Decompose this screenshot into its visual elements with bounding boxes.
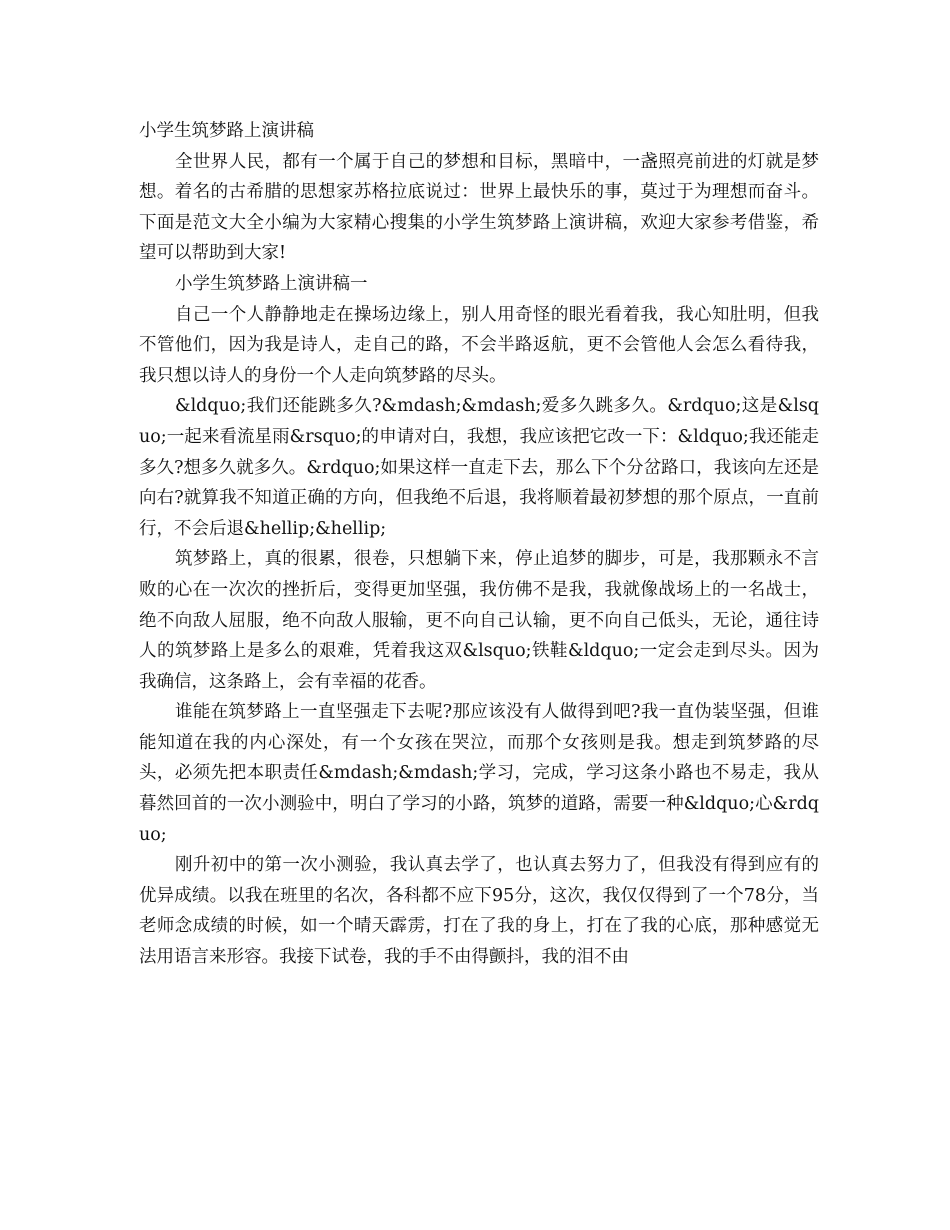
- body-paragraph-1: 自己一个人静静地走在操场边缘上，别人用奇怪的眼光看着我，我心知肚明，但我不管他们，因为我是诗人，走自己的路，不会半路返航，更不会管他人会怎么看待我，我只想以诗人的身份一个人走向筑梦路的尽头。: [139, 304, 819, 386]
- document-body: [139, 116, 819, 973]
- document-title: 小学生筑梦路上演讲稿: [139, 121, 314, 141]
- body-paragraph-3: 筑梦路上，真的很累，很卷，只想躺下来，停止追梦的脚步，可是，我那颗永不言败的心在一次次的挫折后，变得更加坚强，我仿佛不是我，我就像战场上的一名战士，绝不向敌人屈服，绝不向敌人服输，更不向自己认输，更不向自己低头，无论，通往诗人的筑梦路上是多么的艰难，凭着我这双&lsquo;铁鞋&ldquo;一定会走到尽头。因为我确信，这条路上，会有幸福的花香。: [139, 549, 819, 692]
- body-paragraph-5: 刚升初中的第一次小测验，我认真去学了，也认真去努力了，但我没有得到应有的优异成绩。以我在班里的名次，各科都不应下95分，这次，我仅仅得到了一个78分，当老师念成绩的时候，如一个晴天霹雳，打在了我的身上，打在了我的心底，那种感觉无法用语言来形容。我接下试卷，我的手不由得颤抖，我的泪不由: [139, 855, 819, 968]
- intro-paragraph: 全世界人民，都有一个属于自己的梦想和目标，黑暗中，一盏照亮前进的灯就是梦想。着名的古希腊的思想家苏格拉底说过：世界上最快乐的事，莫过于为理想而奋斗。下面是范文大全小编为大家精心搜集的小学生筑梦路上演讲稿，欢迎大家参考借鉴，希望可以帮助到大家!: [139, 151, 819, 264]
- body-paragraph-2: &ldquo;我们还能跳多久?&mdash;&mdash;爱多久跳多久。&rdquo;这是&lsquo;一起来看流星雨&rsquo;的申请对白，我想，我应该把它改一下：&ldquo;我还能走多久?想多久就多久。&rdquo;如果这样一直走下去，那么下个分岔路口，我该向左还是向右?就算我不知道正确的方向，但我绝不后退，我将顺着最初梦想的那个原点，一直前行，不会后退&hellip;&hellip;: [139, 396, 819, 539]
- section-title: 小学生筑梦路上演讲稿一: [175, 273, 368, 294]
- body-paragraph-4: 谁能在筑梦路上一直坚强走下去呢?那应该没有人做得到吧?我一直伪装坚强，但谁能知道在我的内心深处，有一个女孩在哭泣，而那个女孩则是我。想走到筑梦路的尽头，必须先把本职责任&mdash;&mdash;学习，完成，学习这条小路也不易走，我从暮然回首的一次小测验中，明白了学习的小路，筑梦的道路，需要一种&ldquo;心&rdquo;: [139, 702, 819, 845]
